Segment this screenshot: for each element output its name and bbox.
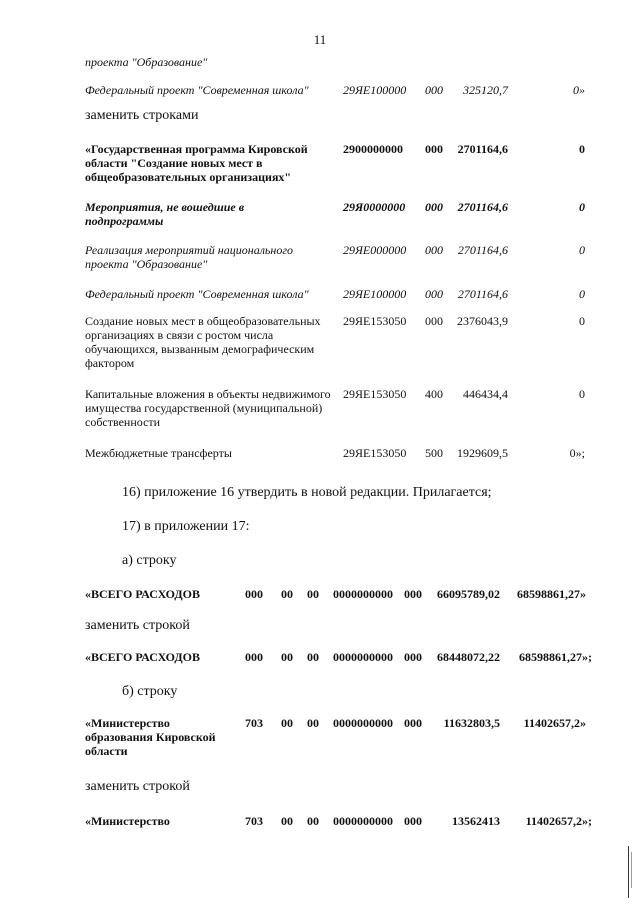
row-name: Мероприятия, не вошедшие в подпрограммы xyxy=(85,200,245,228)
row-kvr: 000 xyxy=(425,142,443,156)
row-target-code: 0000000000 xyxy=(333,587,393,601)
row-value-2: 0 xyxy=(579,142,585,156)
row-kvr: 000 xyxy=(425,243,443,257)
row-target-code: 0000000000 xyxy=(333,814,393,828)
row-code: 29ЯЕ153050 xyxy=(343,446,407,460)
row-kvr: 000 xyxy=(425,200,443,214)
row-value-2: 68598861,27» xyxy=(517,587,586,601)
row-kvr: 000 xyxy=(425,287,443,301)
paragraph-16: 16) приложение 16 утвердить в новой редакции. Прилагается; xyxy=(122,485,492,500)
row-value-2: 0 xyxy=(579,243,585,257)
row-value-1: 2701164,6 xyxy=(457,142,508,156)
row-subsection: 00 xyxy=(307,650,319,664)
row-value-1: 66095789,02 xyxy=(437,587,500,601)
paragraph-17: 17) в приложении 17: xyxy=(122,519,250,534)
row-target-code: 0000000000 xyxy=(333,650,393,664)
row-value-1: 325120,7 xyxy=(463,83,508,97)
row-value-1: 11632803,5 xyxy=(443,716,500,730)
scan-edge-mark xyxy=(628,846,629,898)
row-name: «ВСЕГО РАСХОДОВ xyxy=(85,587,200,601)
row-value-1: 1929609,5 xyxy=(457,446,508,460)
row-name: Федеральный проект "Современная школа" xyxy=(85,287,309,301)
row-section: 00 xyxy=(281,587,293,601)
row-value-1: 2376043,9 xyxy=(457,314,508,328)
row-value-1: 2701164,6 xyxy=(457,243,508,257)
row-name: «ВСЕГО РАСХОДОВ xyxy=(85,650,200,664)
row-value-1: 2701164,6 xyxy=(457,200,508,214)
row-code: 29ЯЕ100000 xyxy=(343,287,407,301)
row-section: 00 xyxy=(281,650,293,664)
row-name: Создание новых мест в общеобразовательных организациях в связи с ростом числа обучающихся, вызванным демографическим фактором xyxy=(85,314,321,370)
row-subsection: 00 xyxy=(307,716,319,730)
table1-continued-name: проекта "Образование" xyxy=(85,55,208,69)
row-kvr: 000 xyxy=(425,83,443,97)
row-value-2: 11402657,2» xyxy=(523,716,586,730)
paragraph-b: б) строку xyxy=(122,684,178,699)
row-kvr: 400 xyxy=(425,387,443,401)
row-kvr: 000 xyxy=(404,587,422,601)
row-name: «Министерство образования Кировской области xyxy=(85,716,216,758)
row-value-1: 68448072,22 xyxy=(437,650,500,664)
row-code: 29ЯЕ153050 xyxy=(343,314,407,328)
row-name: Реализация мероприятий национального проекта "Образование" xyxy=(85,243,294,271)
row-value-2: 0 xyxy=(579,287,585,301)
row-value-1: 13562413 xyxy=(452,814,500,828)
row-value-2: 0 xyxy=(579,200,585,214)
row-code: 29Я0000000 xyxy=(343,200,406,214)
row-ministry-code: 000 xyxy=(245,650,263,664)
page-number: 11 xyxy=(313,32,327,47)
replace-instruction: заменить строками xyxy=(85,108,199,123)
row-code: 2900000000 xyxy=(343,142,403,156)
row-kvr: 000 xyxy=(404,650,422,664)
row-kvr: 500 xyxy=(425,446,443,460)
row-value-2: 0» xyxy=(573,83,585,97)
paragraph-a: а) строку xyxy=(122,553,177,568)
row-name: Федеральный проект "Современная школа" xyxy=(85,83,309,97)
row-kvr: 000 xyxy=(404,814,422,828)
row-subsection: 00 xyxy=(307,814,319,828)
row-code: 29ЯЕ153050 xyxy=(343,387,407,401)
row-ministry-code: 000 xyxy=(245,587,263,601)
row-value-1: 2701164,6 xyxy=(457,287,508,301)
row-value-2: 0 xyxy=(579,387,585,401)
row-ministry-code: 703 xyxy=(245,716,263,730)
row-kvr: 000 xyxy=(404,716,422,730)
row-value-1: 446434,4 xyxy=(463,387,508,401)
row-subsection: 00 xyxy=(307,587,319,601)
row-kvr: 000 xyxy=(425,314,443,328)
row-value-2: 0»; xyxy=(569,446,585,460)
scan-edge-mark xyxy=(631,852,632,888)
row-section: 00 xyxy=(281,814,293,828)
row-name: Межбюджетные трансферты xyxy=(85,446,232,460)
row-code: 29ЯЕ000000 xyxy=(343,243,407,257)
row-name: Капитальные вложения в объекты недвижимого имущества государственной (муниципальной) собственности xyxy=(85,387,331,429)
row-ministry-code: 703 xyxy=(245,814,263,828)
row-name: «Министерство xyxy=(85,814,170,828)
replace-instruction: заменить строкой xyxy=(85,618,190,633)
row-name: «Государственная программа Кировской области "Создание новых мест в общеобразовательных организациях" xyxy=(85,142,308,184)
row-value-2: 11402657,2»; xyxy=(525,814,592,828)
row-section: 00 xyxy=(281,716,293,730)
row-target-code: 0000000000 xyxy=(333,716,393,730)
row-code: 29ЯЕ100000 xyxy=(343,83,407,97)
replace-instruction: заменить строкой xyxy=(85,779,190,794)
row-value-2: 68598861,27»; xyxy=(519,650,592,664)
row-value-2: 0 xyxy=(579,314,585,328)
